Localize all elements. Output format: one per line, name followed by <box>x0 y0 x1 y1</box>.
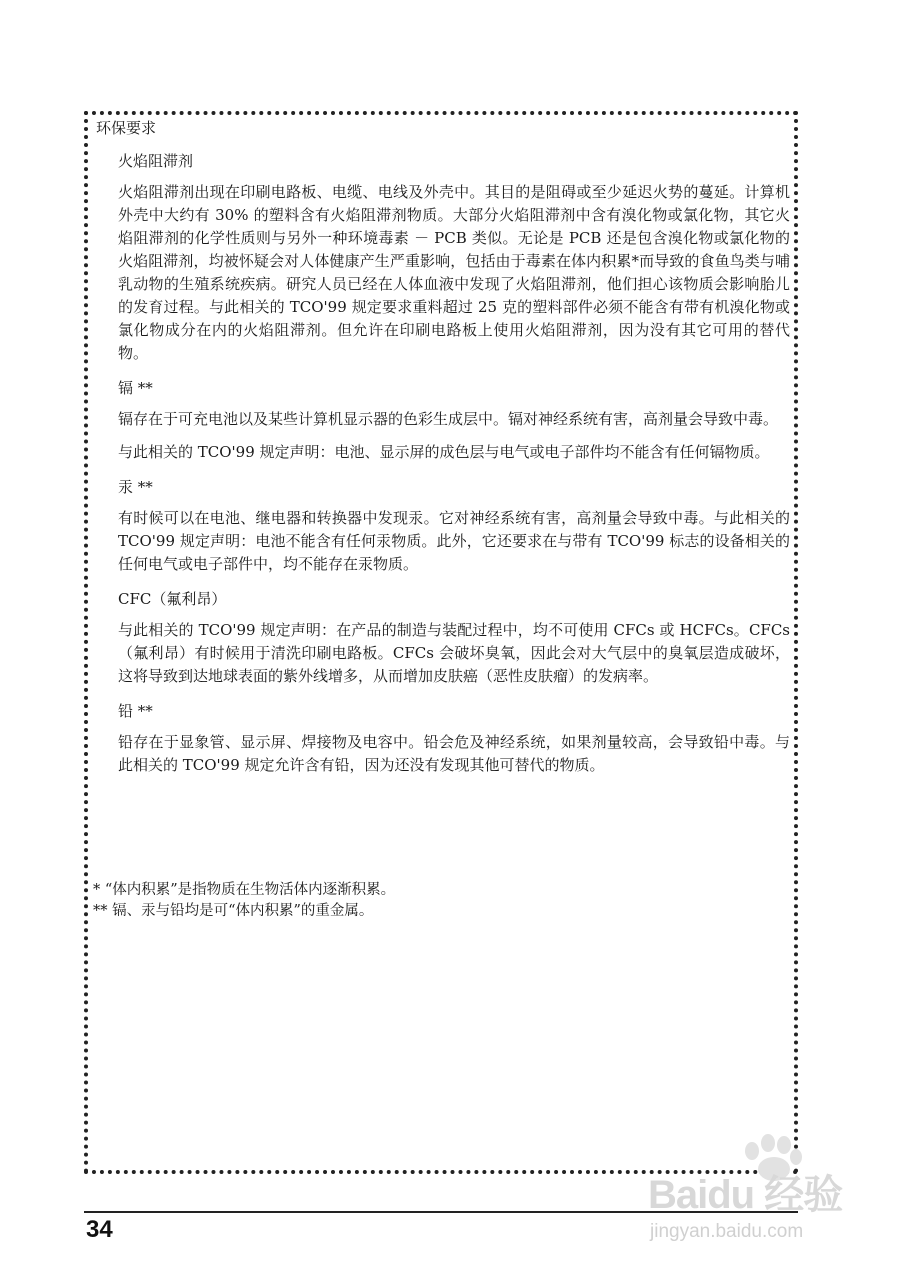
page-number: 34 <box>86 1216 113 1243</box>
block-paragraph: 与此相关的 TCO'99 规定声明：电池、显示屏的成色层与电气或电子部件均不能含有任何镉物质。 <box>118 443 770 461</box>
footnote: ** 镉、汞与铅均是可“体内积累”的重金属。 <box>93 903 374 919</box>
footnote: * “体内积累”是指物质在生物活体内逐渐积累。 <box>93 882 396 898</box>
block-heading: 铅 ** <box>118 702 153 720</box>
block-heading: CFC（氟利昂） <box>118 590 227 608</box>
block-heading: 汞 ** <box>118 478 153 496</box>
block-paragraph: 有时候可以在电池、继电器和转换器中发现汞。它对神经系统有害，高剂量会导致中毒。与此相关的 TCO'99 规定声明：电池不能含有任何汞物质。此外，它还要求在与带有 TCO'99 标志的设备相关的任何电气或电子部件中，均不能存在汞物质。 <box>118 509 790 573</box>
block-cadmium <box>96 378 796 464</box>
watermark-url: jingyan.baidu.com <box>650 1221 804 1242</box>
baidu-watermark <box>640 1133 870 1263</box>
block-heading: 镉 ** <box>118 379 153 397</box>
block-lead <box>96 701 796 777</box>
block-heading: 火焰阻滞剂 <box>118 152 194 170</box>
block-paragraph: 镉存在于可充电池以及某些计算机显示器的色彩生成层中。镉对神经系统有害，高剂量会导致中毒。 <box>118 410 779 428</box>
main-content <box>96 118 796 777</box>
footnotes <box>93 880 395 922</box>
section-title: 环保要求 <box>96 119 157 137</box>
block-paragraph: 火焰阻滞剂出现在印刷电路板、电缆、电线及外壳中。其目的是阻碍或至少延迟火势的蔓延。计算机外壳中大约有 30% 的塑料含有火焰阻滞剂物质。大部分火焰阻滞剂中含有溴化物或氯化物，其它火焰阻滞剂的化学性质则与另外一种环境毒素 － PCB 类似。无论是 PCB 还是包含溴化物或氯化物的火焰阻滞剂，均被怀疑会对人体健康产生严重影响，包括由于毒素在体内积累*而导致的食鱼鸟类与哺乳动物的生殖系统疾病。研究人员已经在人体血液中发现了火焰阻滞剂，他们担心该物质会影响胎儿的发育过程。与此相关的 TCO'99 规定要求重料超过 25 克的塑料部件必须不能含有带有机溴化物或氯化物成分在内的火焰阻滞剂。但允许在印刷电路板上使用火焰阻滞剂，因为没有其它可用的替代物。 <box>118 183 790 362</box>
block-paragraph: 铅存在于显象管、显示屏、焊接物及电容中。铅会危及神经系统，如果剂量较高，会导致铅中毒。与此相关的 TCO'99 规定允许含有铅，因为还没有发现其他可替代的物质。 <box>118 733 790 774</box>
block-paragraph: 与此相关的 TCO'99 规定声明：在产品的制造与装配过程中，均不可使用 CFCs 或 HCFCs。CFCs（氟利昂）有时候用于清洗印刷电路板。CFCs 会破坏臭氧，因此会对大气层中的臭氧层造成破坏，这将导致到达地球表面的紫外线增多，从而增加皮肤癌（恶性皮肤瘤）的发病率。 <box>118 621 790 685</box>
block-mercury <box>96 477 796 576</box>
block-cfc <box>96 589 796 688</box>
block-flame-retardants <box>96 151 796 365</box>
watermark-brand: Baidu 经验 <box>648 1173 843 1217</box>
